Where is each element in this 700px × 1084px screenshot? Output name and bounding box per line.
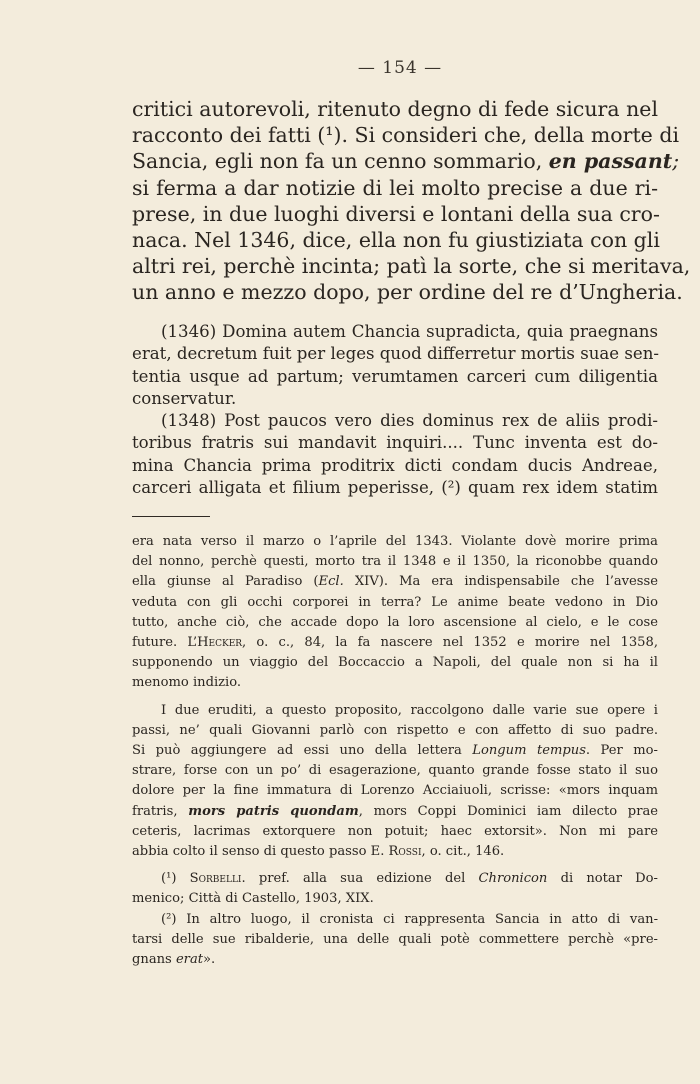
italic-phrase: en passant: [548, 149, 673, 174]
main-line: racconto dei fatti (¹). Si consideri che, della morte di: [132, 123, 680, 148]
quote-line: (1346) Domina autem Chancia supradicta, quia praegnans: [161, 322, 658, 341]
quote-line: mina Chancia prima proditrix dicti condam ducis Andreae,: [132, 455, 658, 475]
author-name: Sorbelli: [189, 871, 242, 887]
footnote-line: supponendo un viaggio del Boccaccio a Napoli, del quale non si ha il: [132, 655, 658, 671]
main-line: un anno e mezzo dopo, per ordine del re d’Ungheria.: [132, 280, 683, 305]
author-name: Hecker: [197, 635, 243, 651]
main-line: Sancia, egli non fa un cenno sommario, en passant;: [132, 149, 680, 174]
footnote-line: dolore per la fine immatura di Lorenzo Acciaiuoli, scrisse: «mors inquam: [132, 783, 658, 799]
quote-line: conservatur.: [132, 388, 237, 408]
footnote-line: fratris, mors patris quondam, mors Coppi Dominici iam dilecto prae: [132, 803, 659, 819]
latin-quotation: [132, 321, 658, 499]
quote-line: toribus fratris sui mandavit inquiri.... Tunc inventa est do-: [132, 433, 658, 453]
main-line: si ferma a dar notizie di lei molto precise a due ri-: [132, 175, 658, 200]
footnote-line: ceteris, lacrimas extorquere non potuit; haec extorsit». Non mi pare: [132, 823, 658, 839]
main-line: altri rei, perchè incinta; patì la sorte, che si meritava,: [132, 254, 691, 279]
footnote-line: menomo indizio.: [132, 675, 242, 691]
main-line: critici autorevoli, ritenuto degno di fede sicura nel: [132, 97, 658, 121]
main-text: [132, 96, 691, 306]
quote-line: carceri alligata et filium peperisse, (²) quam rex idem statim: [132, 478, 658, 498]
footnote-divider: [132, 516, 210, 517]
footnote-line: abbia colto il senso di questo passo E. Rossi, o. cit., 146.: [132, 844, 505, 860]
footnote-line: passi, ne’ quali Giovanni parlò con rispetto e con affetto di suo padre.: [132, 722, 658, 738]
footnote-line: I due eruditi, a questo proposito, raccolgono dalle varie sue opere i: [161, 702, 658, 718]
quote-line: tentia usque ad partum; verumtamen carceri cum diligentia: [132, 366, 658, 386]
main-line: prese, in due luoghi diversi e lontani della sua cro-: [132, 201, 660, 226]
footnotes: [132, 532, 658, 970]
footnote-line: menico; Città di Castello, 1903, XIX.: [132, 891, 374, 907]
footnote-line: veduta con gli occhi corporei in terra? Le anime beate vedono in Dio: [132, 594, 658, 610]
author-name: Rossi: [388, 844, 422, 860]
footnote-line: gnans erat».: [132, 952, 216, 968]
footnote-line: tutto, anche ciò, che accade dopo la loro ascensione al cielo, e le cose: [132, 614, 658, 630]
footnote-2: (²) In altro luogo, il cronista ci rappresenta Sancia in atto di van-: [161, 911, 658, 927]
footnote-line: strare, forse con un po’ di esagerazione, quanto grande fosse stato il suo: [132, 763, 658, 779]
footnote-1: (¹) Sorbelli. pref. alla sua edizione del Chronicon di notar Do-: [161, 871, 658, 887]
footnote-line: future. L’Hecker, o. c., 84, la fa nascere nel 1352 e morire nel 1358,: [132, 635, 658, 651]
page-number: — 154 —: [357, 58, 443, 78]
main-line: naca. Nel 1346, dice, ella non fu giustiziata con gli: [132, 228, 660, 253]
footnote-line: ella giunse al Paradiso (Ecl. XIV). Ma era indispensabile che l’avesse: [132, 574, 658, 590]
footnote-line: del nonno, perchè questi, morto tra il 1348 e il 1350, la riconobbe quando: [132, 554, 658, 570]
quote-line: erat, decretum fuit per leges quod differretur mortis suae sen-: [132, 344, 660, 364]
footnote-line: era nata verso il marzo o l’aprile del 1343. Violante dovè morire prima: [132, 534, 658, 549]
footnote-line: tarsi delle sue ribalderie, una delle quali potè commettere perchè «pre-: [132, 931, 658, 947]
footnote-line: Si può aggiungere ad essi uno della lettera Longum tempus. Per mo-: [132, 743, 658, 759]
quote-line: (1348) Post paucos vero dies dominus rex de aliis prodi-: [161, 411, 658, 431]
